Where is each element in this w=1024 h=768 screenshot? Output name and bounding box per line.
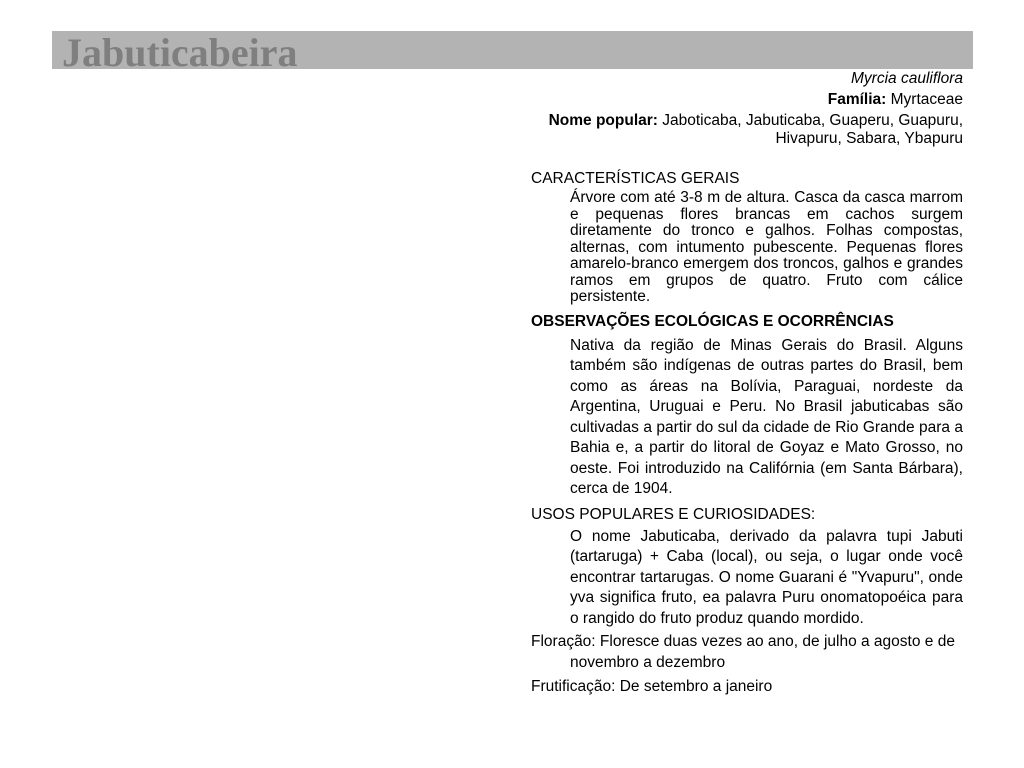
family-line — [543, 91, 963, 109]
family-label: Família: — [827, 91, 887, 108]
taxonomy-header — [543, 70, 963, 151]
ecology-text: Nativa da região de Minas Gerais do Brasil. Alguns também são indígenas de outras partes do Brasil, bem como as áreas na Bolívia, Paraguai, nordeste da Argentina, Uruguai e Peru. No Brasil jabuticabas são cultivadas a partir do sul da cidade de Rio Grande para a Bahia e, a partir do litoral de Goyaz e Mato Grosso, no oeste. Foi introduzido na Califórnia (em Santa Bárbara), cerca de 1904. — [570, 336, 963, 497]
uses-text: O nome Jabuticaba, derivado da palavra tupi Jabuti (tartaruga) + Caba (local), ou seja, o lugar onde você encontrar tartarugas. O nome Guarani é "Yvapuru", onde yva significa fruto, ea palavra Puru onomatopoéica para o rangido do fruto produz quando mordido. — [570, 527, 963, 627]
popular-name-value: Jaboticaba, Jabuticaba, Guaperu, Guapuru, Hivapuru, Sabara, Ybapuru — [662, 112, 963, 147]
popular-name-line — [543, 112, 963, 148]
ecology-heading: OBSERVAÇÕES ECOLÓGICAS E OCORRÊNCIAS — [531, 312, 894, 330]
flowering-text: Floração: Floresce duas vezes ao ano, de julho a agosto e de novembro a dezembro — [531, 633, 955, 671]
uses-heading: USOS POPULARES E CURIOSIDADES: — [531, 505, 816, 523]
page-title: Jabuticabeira — [62, 30, 298, 75]
general-text: Árvore com até 3-8 m de altura. Casca da casca marrom e pequenas flores brancas em cachos surgem diretamente do tronco e galhos. Folhas compostas, alternas, com intumento pubescente. Pequenas flores amarelo-branco emergem dos troncos, galhos e grandes ramos em grupos de quatro. Fruto com cálice persistente. — [570, 189, 963, 305]
family-value: Myrtaceae — [890, 91, 963, 108]
general-heading: CARACTERÍSTICAS GERAIS — [531, 170, 740, 187]
popular-name-label: Nome popular: — [548, 112, 658, 129]
species-name: Myrcia cauliflora — [851, 70, 963, 87]
fruiting-text: Frutificação: De setembro a janeiro — [531, 678, 773, 695]
main-content — [531, 169, 963, 697]
